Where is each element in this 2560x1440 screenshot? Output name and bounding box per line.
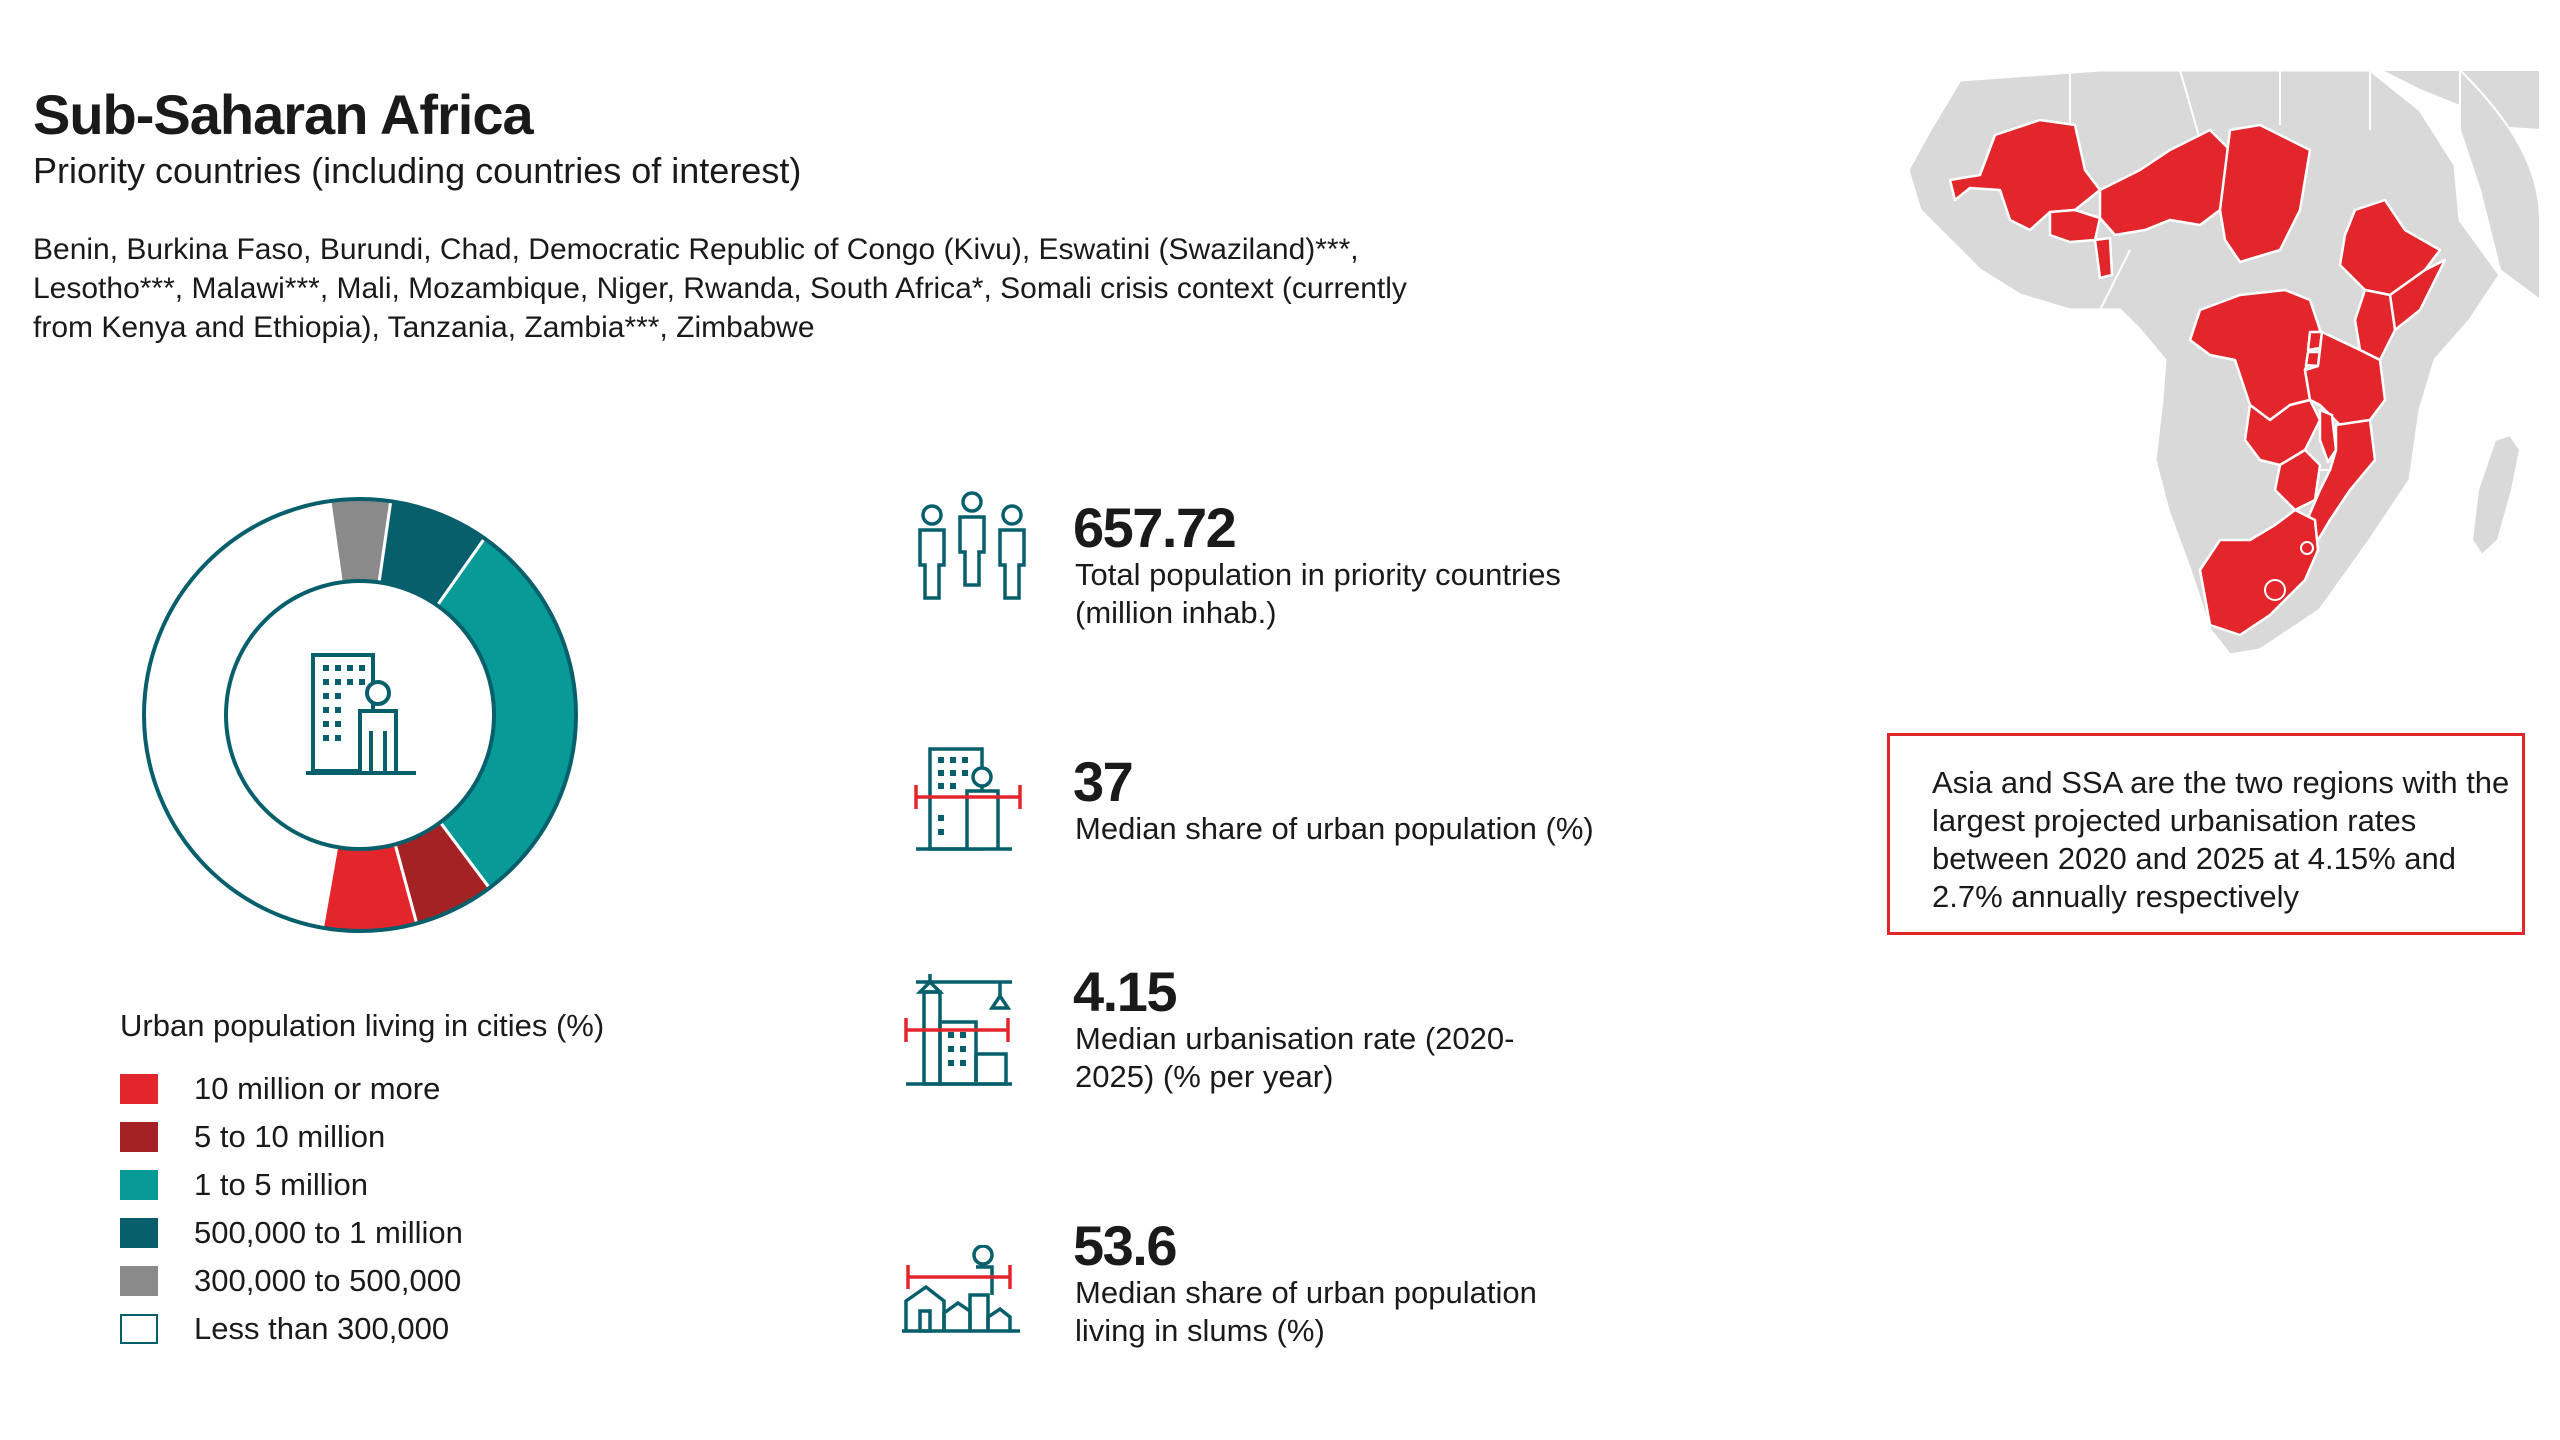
- country-list: Benin, Burkina Faso, Burundi, Chad, Democratic Republic of Congo (Kivu), Eswatini (Swaziland)***, Lesotho***, Malawi***, Mali, Mozambique, Niger, Rwanda, South Africa*, Somali crisis context (currently from Kenya and Ethiopia), Tanzania, Zambia***, Zimbabwe: [33, 233, 1407, 344]
- stat-population-value: 657.72: [1073, 496, 1236, 559]
- legend-swatch: [120, 1170, 158, 1200]
- legend-swatch: [120, 1122, 158, 1152]
- stat-population-label: Total population in priority countries (million inhab.): [1075, 557, 1561, 630]
- construction-crane-icon: [900, 970, 1030, 1090]
- legend: [120, 1065, 463, 1353]
- legend-label: 500,000 to 1 million: [194, 1215, 463, 1250]
- urban-population-donut-chart: [130, 485, 590, 945]
- legend-label: 10 million or more: [194, 1071, 441, 1106]
- legend-swatch: [120, 1074, 158, 1104]
- people-icon: [912, 490, 1032, 605]
- stat-urban-share-label: Median share of urban population (%): [1075, 811, 1594, 846]
- legend-label: 5 to 10 million: [194, 1119, 386, 1154]
- legend-item: [120, 1209, 463, 1257]
- legend-item: [120, 1113, 463, 1161]
- legend-swatch: [120, 1314, 158, 1344]
- stat-slums-label: Median share of urban population living in slums (%): [1075, 1275, 1537, 1348]
- callout-box: [1887, 733, 2525, 935]
- callout-text: Asia and SSA are the two regions with the largest projected urbanisation rates between 2020 and 2025 at 4.15% and 2.7% annually respectively: [1932, 765, 2510, 914]
- slum-houses-icon: [900, 1245, 1025, 1335]
- legend-title: Urban population living in cities (%): [120, 1008, 605, 1043]
- urban-building-icon: [912, 745, 1032, 855]
- legend-item: [120, 1161, 463, 1209]
- legend-swatch: [120, 1266, 158, 1296]
- legend-label: 1 to 5 million: [194, 1167, 369, 1202]
- legend-item: [120, 1257, 463, 1305]
- stat-slums-value: 53.6: [1073, 1214, 1176, 1277]
- stat-urbanisation-rate-value: 4.15: [1073, 960, 1176, 1023]
- legend-item: [120, 1065, 463, 1113]
- stat-urban-share-value: 37: [1073, 750, 1133, 813]
- legend-swatch: [120, 1218, 158, 1248]
- legend-item: [120, 1305, 463, 1353]
- stat-urbanisation-rate-label: Median urbanisation rate (2020-2025) (% per year): [1075, 1021, 1515, 1094]
- legend-label: 300,000 to 500,000: [194, 1263, 462, 1298]
- africa-map-icon: [1900, 70, 2540, 670]
- page-title: Sub-Saharan Africa: [33, 83, 533, 146]
- page-subtitle: Priority countries (including countries of interest): [33, 150, 802, 191]
- legend-label: Less than 300,000: [194, 1311, 450, 1346]
